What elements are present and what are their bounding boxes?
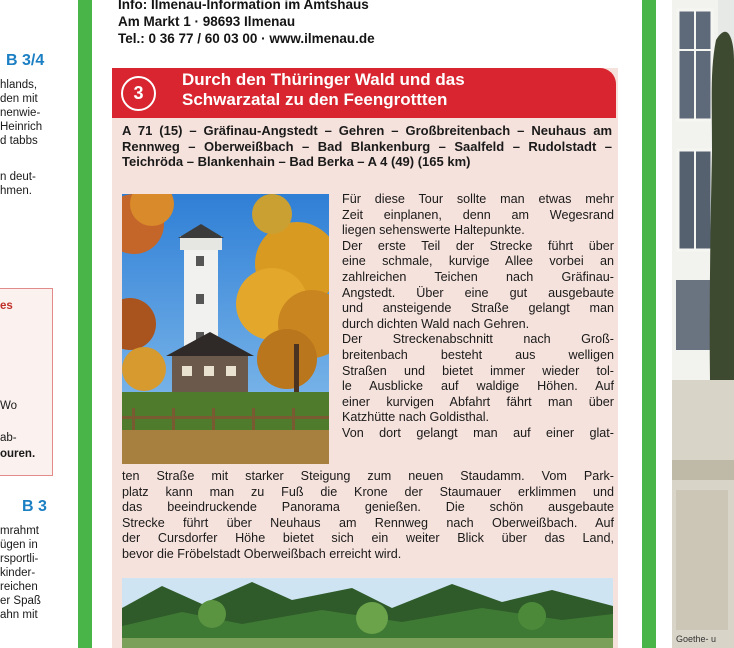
left-text-line: hmen. <box>0 185 32 197</box>
body-line: Zeit einplanen, denn am Wegesrand <box>342 207 614 222</box>
left-column <box>0 0 62 648</box>
forest-photo-image <box>122 578 613 648</box>
body-line: der Cursdorfer Höhe bietet sich ein weiter Blick über das Land, <box>122 531 614 546</box>
left-text-line: hlands, <box>0 79 38 91</box>
tour-route: A 71 (15) – Gräfinau-Angstedt – Gehren – Großbreitenbach – Neuhaus am Rennweg – Oberweißbach – Bad Blankenburg – Saalfeld – Rudolstadt – Teichröda – Blankenhain – Bad Berka – A 4 (49) (165 km) <box>122 123 612 169</box>
section-label-b3: B 3 <box>22 498 47 515</box>
box-text-line: ab- <box>0 432 17 444</box>
forest-photo <box>122 578 613 648</box>
body-line: Der erste Teil der Strecke führt über <box>342 238 614 253</box>
body-line: le Ausblicke auf waldige Höhen. Auf <box>342 379 614 394</box>
box-text-line: ouren. <box>0 448 36 460</box>
left-text-line: d tabbs <box>0 135 38 147</box>
body-line: ten Straße mit starker Steigung zum neuen Staudamm. Vom Park- <box>122 469 614 483</box>
photo-caption: Goethe- u <box>676 634 717 644</box>
body-line: zahlreichen Teichen nach Gräfinau- <box>342 269 614 284</box>
body-line: das beeindruckende Panorama genießen. Die schön ausgebaute <box>122 500 614 515</box>
tour-body-full <box>122 469 614 563</box>
tour-title-line: Schwarzatal zu den Feengrottten <box>182 90 448 109</box>
left-text-line: er Spaß <box>0 595 41 607</box>
body-line: bevor die Fröbelstadt Oberweißbach erreicht wird. <box>122 546 402 561</box>
body-line: einer kurvigen Abfahrt fährt man über <box>342 394 614 409</box>
building-photo-image <box>672 0 734 648</box>
body-line: liegen sehenswerte Haltepunkte. <box>342 223 525 238</box>
left-text-line: mrahmt <box>0 525 39 537</box>
body-line: eine schmale, kurvige Allee vorbei an <box>342 254 614 269</box>
tour-title <box>182 70 465 110</box>
body-line: Der Streckenabschnitt nach Groß- <box>342 332 614 347</box>
tour-title-line: Durch den Thüringer Wald und das <box>182 70 465 89</box>
body-line: Straßen und bietet immer wieder tol- <box>342 363 614 378</box>
building-photo <box>672 0 734 648</box>
info-line: Info: Ilmenau-Information im Amtshaus <box>118 0 369 12</box>
left-info-box <box>0 288 53 476</box>
body-line: Angstedt. Über eine gut ausgebaute <box>342 285 614 300</box>
left-text-line: nenwie- <box>0 107 41 119</box>
tour-body-side <box>342 192 614 442</box>
box-text-line: es <box>0 300 13 312</box>
left-text-line: n deut- <box>0 171 36 183</box>
left-text-line: ahn mit <box>0 609 38 621</box>
body-line: breitenbach besteht aus welligen <box>342 347 614 362</box>
box-text-line: Wo <box>0 400 18 412</box>
info-line: Tel.: 0 36 77 / 60 03 00 · www.ilmenau.de <box>118 31 375 46</box>
left-text-line: ügen in <box>0 539 38 551</box>
body-line: Katzhütte nach Goldisthal. <box>342 410 490 425</box>
body-line: und ansteigende Straße gelangt man <box>342 301 614 316</box>
tour-number-badge: 3 <box>121 76 156 111</box>
section-label-b34: B 3/4 <box>6 52 45 69</box>
left-text-line: den mit <box>0 93 38 105</box>
body-line: platz kann man zu Fuß die Krone der Staumauer erklimmen und <box>122 484 614 499</box>
info-block <box>118 0 375 47</box>
body-line: durch dichten Wald nach Gehren. <box>342 316 530 331</box>
left-text-line: kinder- <box>0 567 36 579</box>
left-text-line: rsportli- <box>0 553 39 565</box>
left-text-line: Heinrich <box>0 121 43 133</box>
body-line: Von dort gelangt man auf einer glat- <box>342 425 614 440</box>
left-text-line: reichen <box>0 581 38 593</box>
tower-photo <box>122 194 329 464</box>
body-line: Für diese Tour sollte man etwas mehr <box>342 192 614 206</box>
tower-photo-image <box>122 194 329 464</box>
info-line: Am Markt 1 · 98693 Ilmenau <box>118 14 296 29</box>
body-line: Strecke führt über Neuhaus am Rennweg nach Oberweißbach. Auf <box>122 515 614 530</box>
